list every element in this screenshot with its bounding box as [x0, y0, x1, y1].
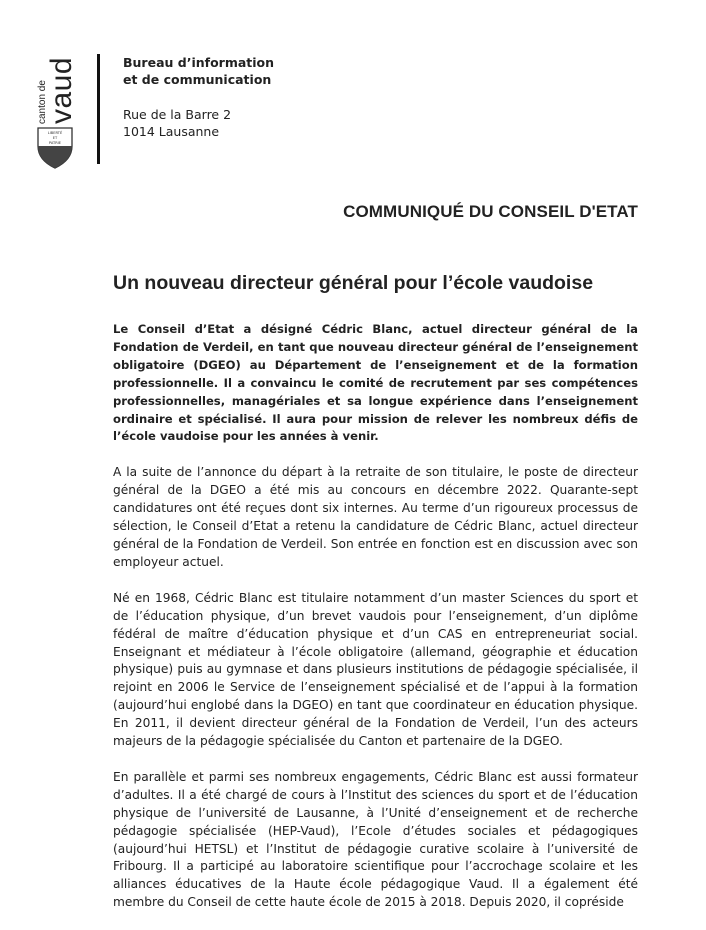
- sender-address: [123, 54, 274, 140]
- canton-vaud-logo: [34, 44, 76, 174]
- org-name-line-1: Bureau d’information: [123, 55, 275, 70]
- header-divider: [97, 54, 100, 164]
- document-type-heading: COMMUNIQUÉ DU CONSEIL D'ETAT: [343, 202, 638, 221]
- body-paragraph-2: Né en 1968, Cédric Blanc est titulaire notamment d’un master Sciences du sport et de l’éducation physique, d’un brevet vaudois pour l’enseignement, d’un diplôme fédéral de maître d’éducation physique et d’un CAS en entrepreneuriat social. Enseignant et médiateur à l’école obligatoire (allemand, géographie et éducation physique) puis au gymnase et dans plusieurs institutions de pédagogie spécialisée, il rejoint en 2006 le Service de l’enseignement spécialisé et de l’appui à la formation (aujourd’hui englobé dans la DGEO) en tant que coordinateur en éducation physique. En 2011, il devient directeur général de la Fondation de Verdeil, l’un des acteurs majeurs de la pédagogie spécialisée du Canton et partenaire de la DGEO.: [113, 590, 638, 749]
- lead-paragraph: Le Conseil d’Etat a désigné Cédric Blanc, actuel directeur général de la Fondation de Verdeil, en tant que nouveau directeur général de l’enseignement obligatoire (DGEO) au Département de l’enseignement et de la formation professionnelle. Il a convaincu le comité de recrutement par ses compétences professionnelles, managériales et sa longue expérience dans l’enseignement ordinaire et spécialisé. Il aura pour mission de relever les nombreux défis de l’école vaudoise pour les années à venir.: [113, 322, 638, 444]
- logo-main-text: vaud: [45, 56, 76, 124]
- shield-icon: [38, 128, 72, 168]
- press-release-title: Un nouveau directeur général pour l’école vaudoise: [113, 272, 594, 294]
- street-address: Rue de la Barre 2: [123, 107, 232, 122]
- shield-text-3: PATRIE: [48, 141, 62, 145]
- body-paragraph-3: En parallèle et parmi ses nombreux engagements, Cédric Blanc est aussi formateur d’adultes. Il a été chargé de cours à l’Institut des sciences du sport et de l’éducation physique de l’université de Lausanne, à l’Unité d’enseignement et de recherche pédagogie spécialisée (HEP-Vaud), l’Ecole d’études sociales et pédagogiques (aujourd’hui HETSL) et l’Institut de pédagogie curative scolaire à l’université de Fribourg. Il a participé au laboratoire scientifique pour l’accrochage scolaire et les alliances éducatives de la Haute école pédagogique Vaud. Il a également été membre du Conseil de cette haute école de 2015 à 2018. Depuis 2020, il copréside: [113, 769, 638, 910]
- logo-top-text: canton de: [37, 80, 48, 124]
- shield-text-2: ET: [52, 136, 58, 140]
- logo-graphic: [34, 44, 76, 174]
- body-paragraph-1: A la suite de l’annonce du départ à la retraite de son titulaire, le poste de directeur général de la DGEO a été mis au concours en décembre 2022. Quarante-sept candidatures ont été reçues dont six internes. Au terme d’un rigoureux processus de sélection, le Conseil d’Etat a retenu la candidature de Cédric Blanc, actuel directeur général de la Fondation de Verdeil. Son entrée en fonction est en discussion avec son employeur actuel.: [113, 465, 638, 569]
- press-release-body: [113, 321, 638, 930]
- shield-text-1: LIBERTÉ: [47, 131, 63, 135]
- org-name-line-2: et de communication: [123, 72, 272, 87]
- city-address: 1014 Lausanne: [123, 124, 220, 139]
